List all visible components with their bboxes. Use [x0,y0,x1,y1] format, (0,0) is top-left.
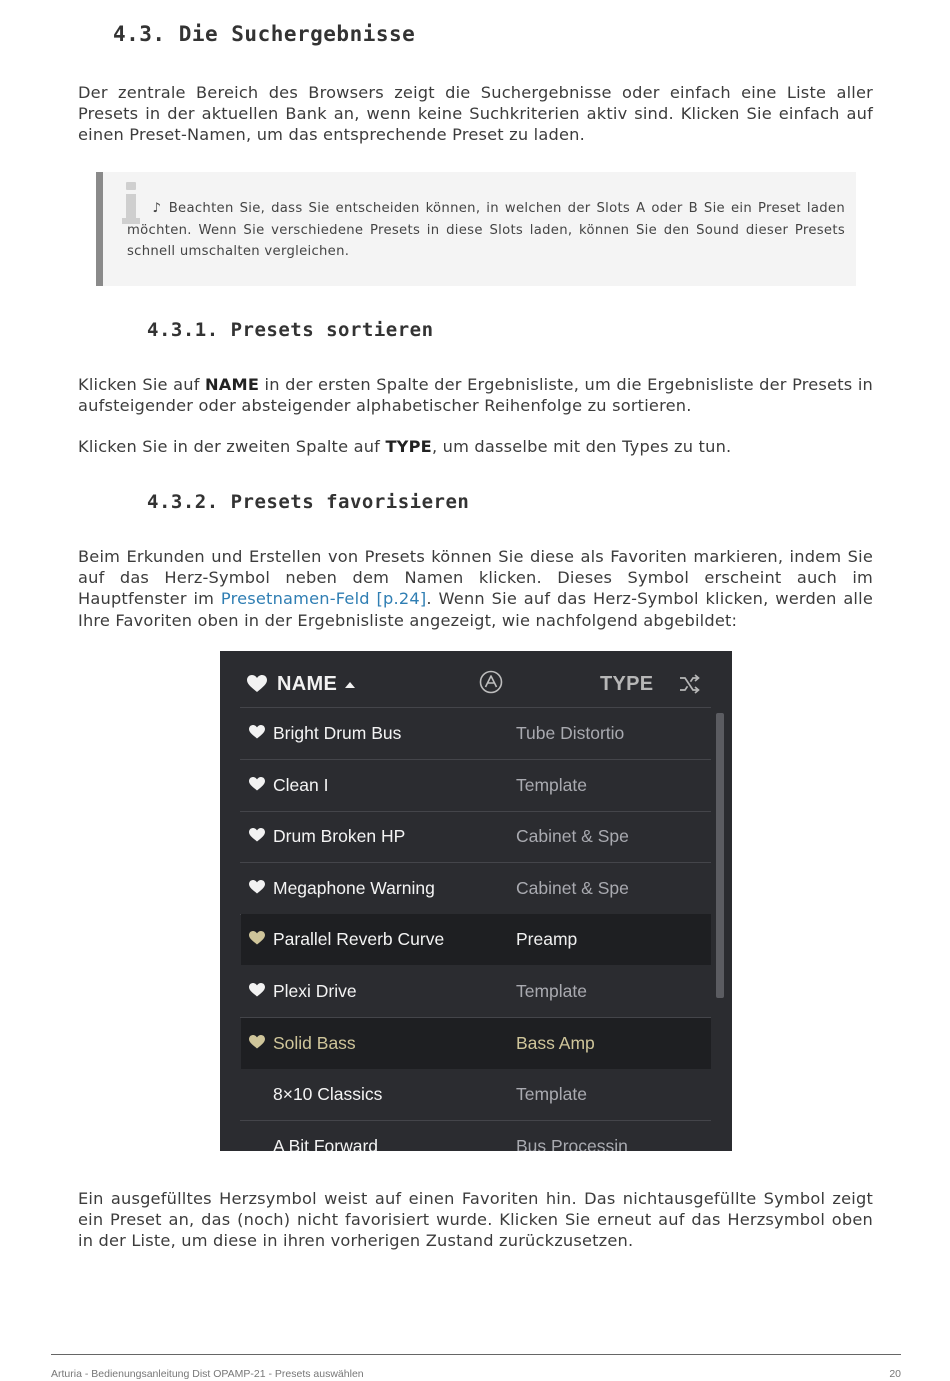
heart-icon[interactable] [249,931,265,945]
preset-type: Bus Processin [516,1135,628,1151]
preset-type: Cabinet & Spe [516,877,629,898]
preset-browser-screenshot [220,651,732,1151]
name-keyword: NAME [205,375,260,394]
preset-type: Template [516,774,588,795]
footer-text: Arturia - Bedienungsanleitung Dist OPAMP-21 - Presets auswählen [51,1368,364,1380]
type-keyword: TYPE [385,437,432,456]
heart-icon[interactable] [249,983,265,997]
sort-ascending-icon[interactable] [344,681,356,689]
presetname-field-link[interactable]: Presetnamen-Feld [p.24] [220,589,427,609]
subsection-title-favorites: 4.3.2. Presets favorisieren [147,491,470,513]
favorites-paragraph-1: Beim Erkunden und Erstellen von Presets können Sie diese als Favoriten markieren, indem Sie auf das Herz-Symbol neben dem Namen klicken. Dieses Symbol erscheint auch im Hauptfenster im Presetnamen-Feld [p.24]. Wenn Sie auf das Herz-Symbol klicken, werden alle Ihre Favoriten oben in der Ergebnisliste angezeigt, wie nachfolgend abgebildet: [78,547,873,630]
browser-header [220,651,732,707]
preset-row[interactable] [241,863,711,914]
preset-name: Megaphone Warning [273,877,435,898]
type-column-header[interactable]: TYPE [600,673,654,695]
favorites-paragraph-2: Ein ausgefülltes Herzsymbol weist auf einen Favoriten hin. Das nichtausgefüllte Symbol zeigt ein Preset an, das (noch) nicht favorisiert wurde. Klicken Sie erneut auf das Herzsymbol oben in der Liste, um diese in ihren vorherigen Zustand zurückzusetzen. [78,1189,873,1251]
preset-type: Tube Distortio [516,723,625,743]
preset-row[interactable] [241,1121,711,1151]
shuffle-icon[interactable] [678,673,700,695]
sorting-paragraph-1: Klicken Sie auf NAME in der ersten Spalte der Ergebnisliste, um die Ergebnisliste der Presets in aufsteigender oder absteigender alphabetischer Reihenfolge zu sortieren. [78,375,873,416]
preset-row[interactable] [241,1018,711,1069]
preset-row[interactable] [241,914,711,965]
preset-row[interactable] [241,966,711,1017]
arturia-logo-icon[interactable] [479,670,503,694]
intro-paragraph: Der zentrale Bereich des Browsers zeigt die Suchergebnisse oder einfach eine Liste aller Presets in der aktuellen Bank an, wenn keine Suchkriterien aktiv sind. Klicken Sie einfach auf einen Preset-Namen, um das entsprechende Preset zu laden. [78,83,873,145]
heart-icon[interactable] [249,1035,265,1049]
scrollbar[interactable] [716,713,724,998]
preset-name: Plexi Drive [273,981,357,1001]
preset-type: Preamp [516,929,578,950]
preset-row[interactable] [241,708,711,759]
preset-type: Bass Amp [516,1032,595,1053]
section-title: 4.3. Die Suchergebnisse [113,22,416,46]
preset-name: Drum Broken HP [273,826,406,847]
subsection-title-sorting: 4.3.1. Presets sortieren [147,319,434,341]
heart-icon[interactable] [249,725,265,739]
page-number: 20 [889,1368,901,1380]
note-text: ♪ Beachten Sie, dass Sie entscheiden können, in welchen der Slots A oder B Sie ein Preset laden möchten. Wenn Sie verschiedene Presets in diese Slots laden, können Sie den Sound dieser Presets schnell umschalten vergleichen. [127,201,845,259]
heart-icon[interactable] [249,880,265,894]
preset-name: Clean I [273,774,329,795]
preset-type: Template [516,981,588,1001]
preset-name: Parallel Reverb Curve [273,929,445,950]
preset-type: Template [516,1084,588,1105]
preset-type: Cabinet & Spe [516,826,629,847]
heart-icon[interactable] [249,828,265,842]
preset-name: A Bit Forward [273,1135,379,1151]
preset-row[interactable] [241,760,711,811]
footer-divider [51,1354,901,1355]
preset-name: Solid Bass [273,1032,356,1053]
note-box [96,172,856,286]
preset-name: Bright Drum Bus [273,723,402,743]
preset-name: 8×10 Classics [273,1084,383,1105]
preset-row[interactable] [241,811,711,862]
heart-icon[interactable] [247,675,267,693]
heart-icon[interactable] [249,777,265,791]
name-column-header[interactable]: NAME [277,673,338,695]
preset-row[interactable] [241,1069,711,1120]
sorting-paragraph-2: Klicken Sie in der zweiten Spalte auf TYPE, um dasselbe mit den Types zu tun. [78,437,732,456]
